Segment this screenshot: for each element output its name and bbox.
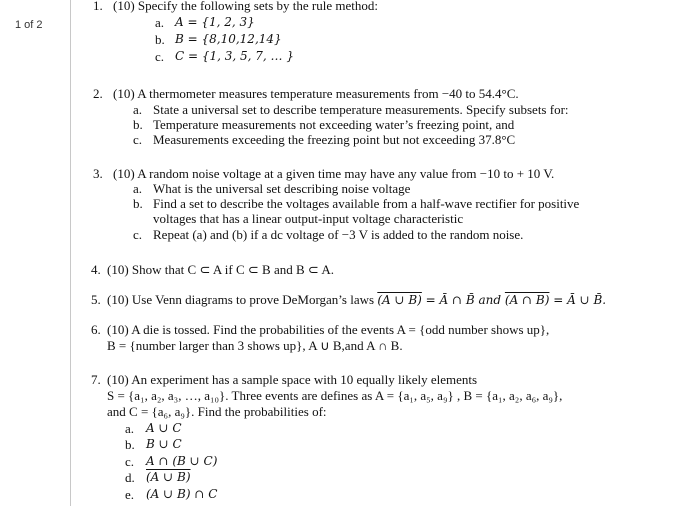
problem-2-item-b-mark: b. bbox=[133, 117, 143, 132]
problem-3-item-a-mark: a. bbox=[133, 181, 143, 196]
problem-7-line-2: S = {a₁, a₂, a₃, …, a₁₀}. Three events are defines as A = {a₁, a₅, a₉} , B = {a₁, a₂, a₆, a₉}, bbox=[107, 388, 563, 403]
demorgan-intersection-complement: (A ∩ B) bbox=[504, 293, 550, 307]
problem-5-number: 5. bbox=[91, 292, 101, 307]
demorgan-union-complement: (A ∪ B) bbox=[377, 293, 422, 307]
problem-7-item-a-mark: a. bbox=[125, 421, 135, 436]
problem-7-item-e: (A ∪ B) ∩ C bbox=[146, 487, 218, 501]
problem-7-item-d-mark: d. bbox=[125, 470, 135, 485]
problem-7-line-1: (10) An experiment has a sample space with 10 equally likely elements bbox=[107, 372, 478, 387]
page-indicator: 1 of 2 bbox=[15, 19, 43, 31]
problem-7-item-d: (A ∪ B) bbox=[146, 470, 191, 484]
problem-2-item-a: State a universal set to describe temperature measurements. Specify subsets for: bbox=[153, 102, 569, 117]
demorgan-law-2-rhs: = Ā ∪ B̄. bbox=[549, 293, 607, 307]
problem-1-item-a-mark: a. bbox=[155, 15, 165, 30]
problem-7-number: 7. bbox=[91, 372, 101, 387]
problem-3-item-c-mark: c. bbox=[133, 227, 143, 242]
problem-5-text bbox=[107, 292, 606, 308]
problem-2-item-a-mark: a. bbox=[133, 102, 143, 117]
problem-3-item-b: Find a set to describe the voltages available from a half-wave rectifier for positive bbox=[153, 196, 580, 211]
problem-7-item-c: A ∩ (B ∪ C) bbox=[146, 454, 218, 468]
problem-1-item-b: B = {8,10,12,14} bbox=[175, 32, 282, 46]
problem-2-number: 2. bbox=[93, 86, 103, 101]
problem-3-item-a: What is the universal set describing noise voltage bbox=[153, 181, 411, 196]
problem-2-item-b: Temperature measurements not exceeding water’s freezing point, and bbox=[153, 117, 515, 132]
demorgan-law-1-rhs: = Ā ∩ B̄ and bbox=[421, 293, 505, 307]
problem-1-item-c: C = {1, 3, 5, 7, … } bbox=[175, 49, 295, 63]
problem-1-text: (10) Specify the following sets by the rule method: bbox=[113, 0, 379, 13]
problem-1-item-a: A = {1, 2, 3} bbox=[175, 15, 255, 29]
problem-3-number: 3. bbox=[93, 166, 103, 181]
problem-2-item-c: Measurements exceeding the freezing point but not exceeding 37.8°C bbox=[153, 132, 516, 147]
problem-7-item-a: A ∪ C bbox=[146, 421, 182, 435]
problem-5-intro: (10) Use Venn diagrams to prove DeMorgan’s laws bbox=[107, 292, 375, 307]
problem-3-item-b-continued: voltages that has a linear output-input voltage characteristic bbox=[153, 211, 464, 226]
problem-1-number: 1. bbox=[93, 0, 103, 13]
problem-2-item-c-mark: c. bbox=[133, 132, 143, 147]
problem-4-text: (10) Show that C ⊂ A if C ⊂ B and B ⊂ A. bbox=[107, 262, 334, 277]
problem-2-text: (10) A thermometer measures temperature measurements from −40 to 54.4°C. bbox=[113, 86, 519, 101]
problem-3-item-c: Repeat (a) and (b) if a dc voltage of −3 V is added to the random noise. bbox=[153, 227, 524, 242]
problem-7-line-3: and C = {a₆, a₉}. Find the probabilities of: bbox=[107, 404, 327, 419]
sidebar-divider bbox=[70, 0, 71, 506]
problem-7-item-b-mark: b. bbox=[125, 437, 135, 452]
problem-1-item-b-mark: b. bbox=[155, 32, 165, 47]
problem-4-number: 4. bbox=[91, 262, 101, 277]
problem-1-item-c-mark: c. bbox=[155, 49, 165, 64]
problem-3-text: (10) A random noise voltage at a given time may have any value from −10 to + 10 V. bbox=[113, 166, 555, 181]
problem-7-item-b: B ∪ C bbox=[146, 437, 182, 451]
problem-3-item-b-mark: b. bbox=[133, 196, 143, 211]
problem-6-number: 6. bbox=[91, 322, 101, 337]
problem-6-line-1: (10) A die is tossed. Find the probabilities of the events A = {odd number shows up}, bbox=[107, 322, 550, 337]
problem-6-line-2: B = {number larger than 3 shows up}, A ∪ B,and A ∩ B. bbox=[107, 338, 403, 353]
problem-7-item-e-mark: e. bbox=[125, 487, 135, 502]
problem-7-item-c-mark: c. bbox=[125, 454, 135, 469]
